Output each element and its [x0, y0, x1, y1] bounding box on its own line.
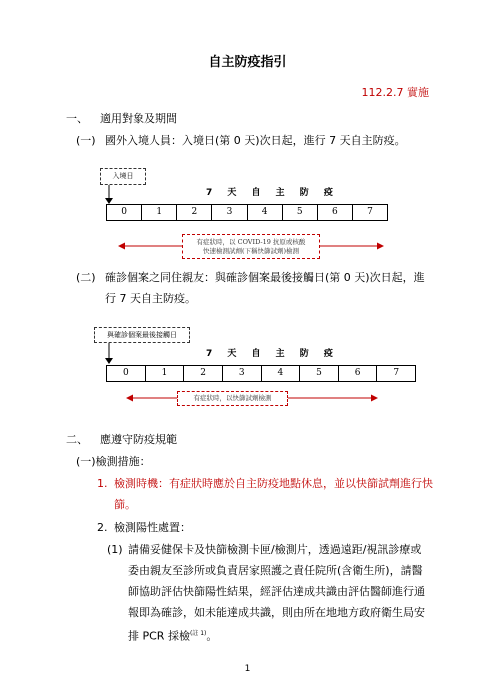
section1-number: 一、 — [66, 112, 88, 125]
effective-date: 112.2.7 實施 — [361, 86, 429, 99]
subpoint1-line: 委由親友至診所或負責居家照護之責任院所(含衛生所)，請醫 — [128, 564, 423, 577]
page-number: 1 — [244, 664, 251, 674]
day-cell: 1 — [142, 205, 177, 220]
day-cell: 5 — [300, 366, 339, 381]
day-cell: 4 — [262, 366, 301, 381]
day-cell: 0 — [107, 205, 142, 220]
subpoint1-line: 師協助評估快篩陽性結果，經評估達成共識由評估醫師進行通 — [128, 585, 425, 598]
item2-number: (二) — [76, 271, 96, 284]
section2-title: 應遵守防疫規範 — [100, 433, 177, 446]
day-cell: 6 — [339, 366, 378, 381]
symptom-test-note — [182, 234, 320, 259]
point1-line2: 篩。 — [114, 498, 136, 511]
section1-title: 適用對象及期間 — [100, 112, 177, 125]
last-contact-day-marker: 與確診個案最後接觸日 — [94, 327, 190, 343]
day-cell: 2 — [177, 205, 212, 220]
day-cell: 5 — [283, 205, 318, 220]
point1-line1: 檢測時機：有症狀時應於自主防疫地點休息，並以快篩試劑進行快 — [114, 477, 433, 490]
subpoint1-number: (1) — [107, 543, 123, 556]
testing-measures-heading: (一)檢測措施： — [76, 455, 151, 468]
timeline2-caption: 7 天 自 主 防 疫 — [206, 349, 339, 359]
item2-text-line1: 確診個案之同住親友：與確診個案最後接觸日(第 0 天)次日起，進 — [105, 271, 425, 284]
item1-text: 國外入境人員：入境日(第 0 天)次日起，進行 7 天自主防疫。 — [105, 134, 406, 147]
item1-number: (一) — [76, 134, 96, 147]
timeline1-caption: 7 天 自 主 防 疫 — [206, 188, 339, 198]
item2-text-line2: 行 7 天自主防疫。 — [105, 292, 196, 305]
subpoint1-line: 請備妥健保卡及快篩檢測卡匣/檢測片，透過遠距/視訊診療或 — [128, 543, 422, 556]
page-title: 自主防疫指引 — [208, 55, 287, 70]
day-cell: 7 — [393, 368, 400, 378]
entry-day-marker: 入境日 — [100, 168, 146, 185]
day-cell: 3 — [223, 366, 262, 381]
point2-number: 2. — [97, 521, 108, 534]
subpoint1-last-text: 排 PCR 採檢 — [128, 629, 190, 643]
day-cell: 2 — [184, 366, 223, 381]
section2-number: 二、 — [66, 433, 88, 446]
marker-arrow — [104, 185, 114, 205]
timeline1 — [106, 204, 388, 221]
subpoint1-last-line — [128, 627, 217, 644]
day-cell: 3 — [212, 205, 247, 220]
note-line: 快速檢測試劑(下稱快篩試劑)檢測 — [202, 247, 300, 255]
symptom-test-note: 有症狀時，以快篩試劑檢測 — [177, 391, 288, 406]
day-cell: 4 — [248, 205, 283, 220]
note-line: 有症狀時，以 COVID-19 抗原或核酸 — [196, 238, 306, 246]
day-cell: 7 — [367, 207, 373, 217]
timeline2 — [106, 365, 416, 382]
subpoint1-last-end: 。 — [206, 629, 218, 643]
day-cell: 6 — [318, 205, 353, 220]
footnote-ref[interactable]: (註 1) — [189, 630, 207, 637]
day-cell: 1 — [146, 366, 185, 381]
day-cell: 0 — [107, 366, 146, 381]
subpoint1-line: 報即為確診，如未能達成共識，則由所在地地方政府衛生局安 — [128, 606, 425, 619]
point2-title: 檢測陽性處置： — [114, 521, 191, 534]
marker-arrow — [104, 343, 114, 365]
point1-number: 1. — [97, 477, 108, 490]
